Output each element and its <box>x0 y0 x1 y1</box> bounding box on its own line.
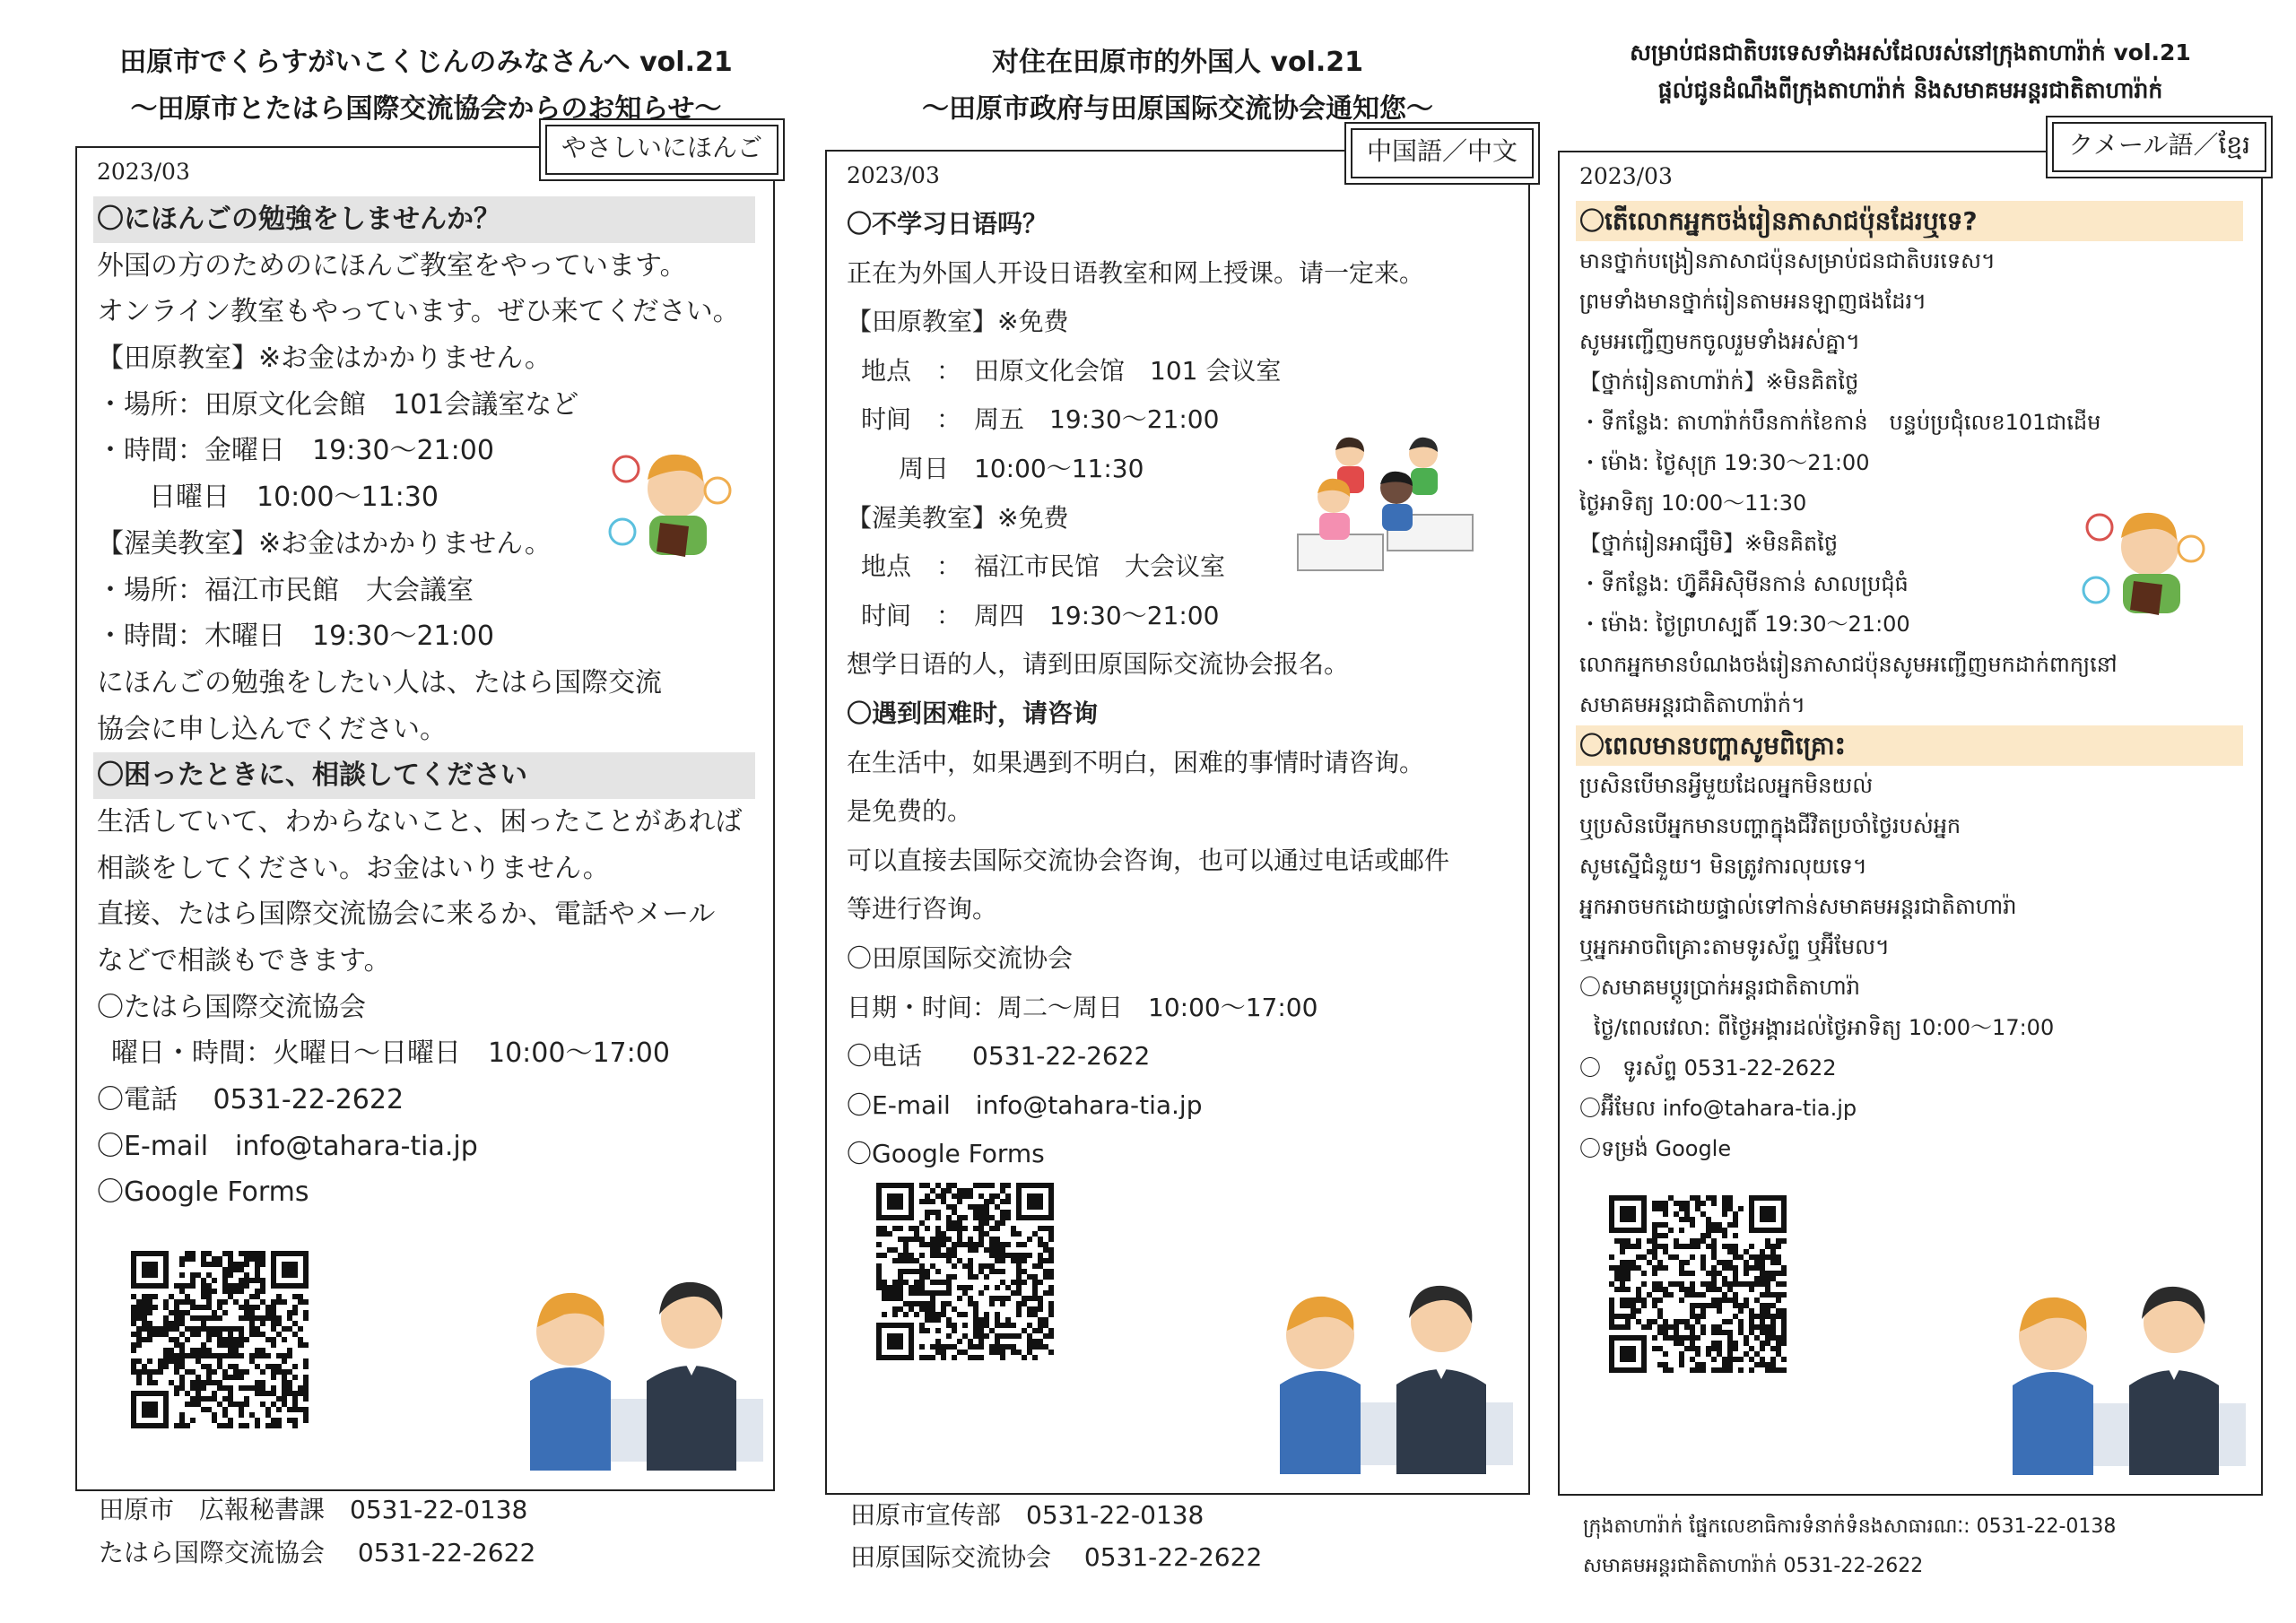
text-line: 地点 ： 田原文化会馆 101 会议室 <box>861 355 1282 386</box>
text-line: 【ថ្នាក់រៀនអាធ្សឹមិ】※មិនគិតថ្លៃ <box>1579 531 1839 556</box>
qr-code[interactable] <box>876 1183 1054 1360</box>
issue-date: 2023/03 <box>847 162 940 188</box>
language-tag: クメール語／ខ្មែរ <box>2052 122 2266 172</box>
footer-contact-2: សមាគមអន្តរជាតិតាហារ៉ាក់ 0531-22-2622 <box>1583 1555 1924 1577</box>
text-line: ・時間：金曜日 19:30〜21:00 <box>97 435 494 467</box>
boy-reading-book-illustration <box>606 426 732 569</box>
text-line: 協会に申し込んでください。 <box>97 713 447 745</box>
text-line: 想学日语的人，请到田原国际交流协会报名。 <box>847 649 1350 680</box>
text-line: ・場所：田原文化会館 101会議室など <box>97 388 579 421</box>
text-line: 〇E-mail info@tahara-tia.jp <box>847 1089 1203 1120</box>
text-line: លោកអ្នកមានបំណងចង់រៀនភាសាជប៉ុនសូមអញ្ជើញមកដាក់ពាក្យនៅ <box>1579 652 2118 677</box>
text-line: 直接、たはら国際交流協会に来るか、電話やメール <box>97 898 716 931</box>
text-line: 周日 10:00〜11:30 <box>899 453 1144 483</box>
text-line: 时间 ： 周五 19:30〜21:00 <box>861 404 1220 435</box>
text-line: ព្រមទាំងមានថ្នាក់រៀនតាមអនឡាញផងដែរ។ <box>1579 289 1926 314</box>
footer-contact-1: ក្រុងតាហារ៉ាក់ ផ្នែកលេខាធិការទំនាក់ទំនងសាធារណៈ: 0531-22-0138 <box>1583 1515 2117 1538</box>
text-line: ・時間：木曜日 19:30〜21:00 <box>97 621 494 653</box>
consultation-illustration <box>2004 1269 2246 1475</box>
text-line: にほんごの勉強をしたい人は、たはら国際交流 <box>97 666 662 699</box>
text-line: ・ទីកន្លែង: តាហារ៉ាក់បឹនកាក់ខៃកាន់ បន្ទប់ប្រជុំលេខ101ជាដើម <box>1579 410 2101 435</box>
section-heading: 〇不学习日语吗？ <box>847 209 1048 239</box>
footer-contact-1: 田原市宣传部 0531-22-0138 <box>850 1500 1205 1530</box>
text-line: 生活していて、わからないこと、困ったことがあれば <box>97 805 743 838</box>
section-heading: 〇តើលោកអ្នកចង់រៀនភាសាជប៉ុនដែរឬទេ? <box>1576 201 2243 241</box>
text-line: 〇អ៊ីមែល info@tahara-tia.jp <box>1579 1096 1857 1121</box>
text-line: អ្នកអាចមកដោយផ្ទាល់ទៅកាន់សមាគមអន្តរជាតិតាហារ៉ា <box>1579 894 2017 919</box>
boy-reading-book-illustration <box>2080 484 2205 628</box>
title-line-2: ផ្តល់ជូនដំណឹងពីក្រុងតាហារ៉ាក់ និងសមាគមអន្តរជាតិតាហារ៉ាក់ <box>1657 77 2163 103</box>
text-line: សមាគមអន្តរជាតិតាហារ៉ាក់។ <box>1579 692 1805 717</box>
section-heading: 〇遇到困难时，请咨询 <box>847 698 1099 728</box>
section-heading: 〇にほんごの勉強をしませんか？ <box>93 196 755 243</box>
notice-panel <box>75 133 775 1491</box>
title-line-1: 田原市でくらすがいこくじんのみなさんへ vol.21 <box>119 47 733 78</box>
text-line: 可以直接去国际交流协会咨询，也可以通过电话或邮件 <box>847 845 1450 875</box>
students-illustration <box>1289 434 1477 586</box>
text-line: ・ទីកន្លែង: ហ្វ៊ូគឹអិស៊ិមីនកាន់ សាលប្រជុំធំ <box>1579 571 1909 596</box>
text-line: 〇ទម្រង់ Google <box>1579 1136 1732 1161</box>
text-line: 【ថ្នាក់រៀនតាហារ៉ាក់】※មិនគិតថ្លៃ <box>1579 369 1859 395</box>
notice-panel <box>825 136 1530 1495</box>
section-heading: 〇困ったときに、相談してください <box>93 752 755 799</box>
text-line: 地点 ： 福江市民馆 大会议室 <box>861 551 1226 582</box>
text-line: オンライン教室もやっています。ぜひ来てください。 <box>97 296 740 328</box>
notice-panel <box>1558 130 2263 1496</box>
title-line-1: សម្រាប់ជនជាតិបរទេសទាំងអស់ដែលរស់នៅក្រុងតាហារ៉ាក់ vol.21 <box>1630 39 2191 65</box>
text-line: ថ្ងៃ/ពេលវេលា: ពីថ្ងៃអង្គារដល់ថ្ងៃអាទិត្យ 10:00〜17:00 <box>1594 1015 2055 1040</box>
text-line: 在生活中，如果遇到不明白，困难的事情时请咨询。 <box>847 747 1425 777</box>
text-line: ・ម៉ោង: ថ្ងៃព្រហស្បតិ៍ 19:30〜21:00 <box>1579 612 1910 637</box>
text-line: 正在为外国人开设日语教室和网上授课。请一定来。 <box>847 257 1425 288</box>
text-line: などで相談もできます。 <box>97 945 391 976</box>
section-heading: 〇ពេលមានបញ្ហាសូមពិគ្រោះ <box>1576 725 2243 766</box>
consultation-illustration <box>521 1264 763 1471</box>
text-line: ・ម៉ោង: ថ្ងៃសុក្រ 19:30〜21:00 <box>1579 450 1870 475</box>
text-line: 〇សមាគមប្តូរប្រាក់អន្តរជាតិតាហារ៉ា <box>1579 975 1860 1000</box>
text-line: មានថ្នាក់បង្រៀនភាសាជប៉ុនសម្រាប់ជនជាតិបរទេស។ <box>1579 248 1996 273</box>
title-line-2: 〜田原市政府与田原国际交流协会通知您〜 <box>922 93 1433 125</box>
text-line: 〇电话 0531-22-2622 <box>847 1041 1151 1072</box>
text-line: ថ្ងៃអាទិត្យ 10:00〜11:30 <box>1579 490 1807 516</box>
text-line: 〇 ទូរស័ព្ទ 0531-22-2622 <box>1579 1055 1837 1081</box>
qr-code[interactable] <box>1609 1195 1787 1373</box>
text-line: 〇たはら国際交流協会 <box>97 991 366 1023</box>
title-line-1: 对住在田原市的外国人 vol.21 <box>991 47 1364 78</box>
text-line: 〇Google Forms <box>97 1176 309 1209</box>
text-line: ប្រសិនបើមានអ្វីមួយដែលអ្នកមិនយល់ <box>1579 773 1874 798</box>
text-line: ・場所：福江市民館 大会議室 <box>97 574 474 606</box>
text-line: 〇Google Forms <box>847 1139 1045 1169</box>
text-line: ឬអ្នកអាចពិគ្រោះតាមទូរស័ព្ទ ឬអ៊ីមែល។ <box>1579 934 1890 959</box>
language-tag: やさしいにほんご <box>545 125 778 175</box>
text-line: 相談をしてください。お金はいりません。 <box>97 852 610 884</box>
text-line: 〇E-mail info@tahara-tia.jp <box>97 1130 478 1162</box>
text-line: សូមស្នើជំនួយ។ មិនត្រូវការលុយទេ។ <box>1579 854 1867 879</box>
text-line: 【渥美教室】※免费 <box>847 502 1069 533</box>
text-line: 等进行咨询。 <box>847 894 998 924</box>
footer-contact-1: 田原市 広報秘書課 0531-22-0138 <box>99 1495 528 1524</box>
text-line: 日曜日 10:00〜11:30 <box>149 482 439 514</box>
title-line-2: 〜田原市とたはら国際交流協会からのお知らせ〜 <box>130 93 722 125</box>
text-line: ឬប្រសិនបើអ្នកមានបញ្ហាក្នុងជីវិតប្រចាំថ្ងៃរបស់អ្នក <box>1579 813 1961 838</box>
footer-contact-2: たはら国際交流協会 0531-22-2622 <box>99 1538 536 1567</box>
notice-text <box>847 200 1514 1179</box>
language-tag: 中国語／中文 <box>1351 128 1534 178</box>
issue-date: 2023/03 <box>1579 163 1673 189</box>
issue-date: 2023/03 <box>97 159 190 185</box>
text-line: សូមអញ្ជើញមកចូលរួមទាំងអស់គ្នា។ <box>1579 329 1860 354</box>
consultation-illustration <box>1271 1268 1513 1474</box>
text-line: 【田原教室】※お金はかかりません。 <box>97 343 552 375</box>
text-line: 【田原教室】※免费 <box>847 307 1069 337</box>
notice-text <box>97 196 759 1216</box>
text-line: 时间 ： 周四 19:30〜21:00 <box>861 600 1220 630</box>
text-line: 曜日・時間：火曜日〜日曜日 10:00〜17:00 <box>111 1037 670 1070</box>
text-line: 〇電話 0531-22-2622 <box>97 1084 404 1116</box>
text-line: 日期・时间：周二〜周日 10:00〜17:00 <box>847 992 1318 1022</box>
text-line: 〇田原国际交流协会 <box>847 942 1074 973</box>
text-line: 【渥美教室】※お金はかかりません。 <box>97 527 552 560</box>
qr-code[interactable] <box>131 1251 309 1428</box>
notice-text <box>1579 201 2247 1169</box>
footer-contact-2: 田原国际交流协会 0531-22-2622 <box>850 1542 1263 1572</box>
text-line: 是免费的。 <box>847 796 973 827</box>
text-line: 外国の方のためのにほんご教室をやっています。 <box>97 249 687 282</box>
